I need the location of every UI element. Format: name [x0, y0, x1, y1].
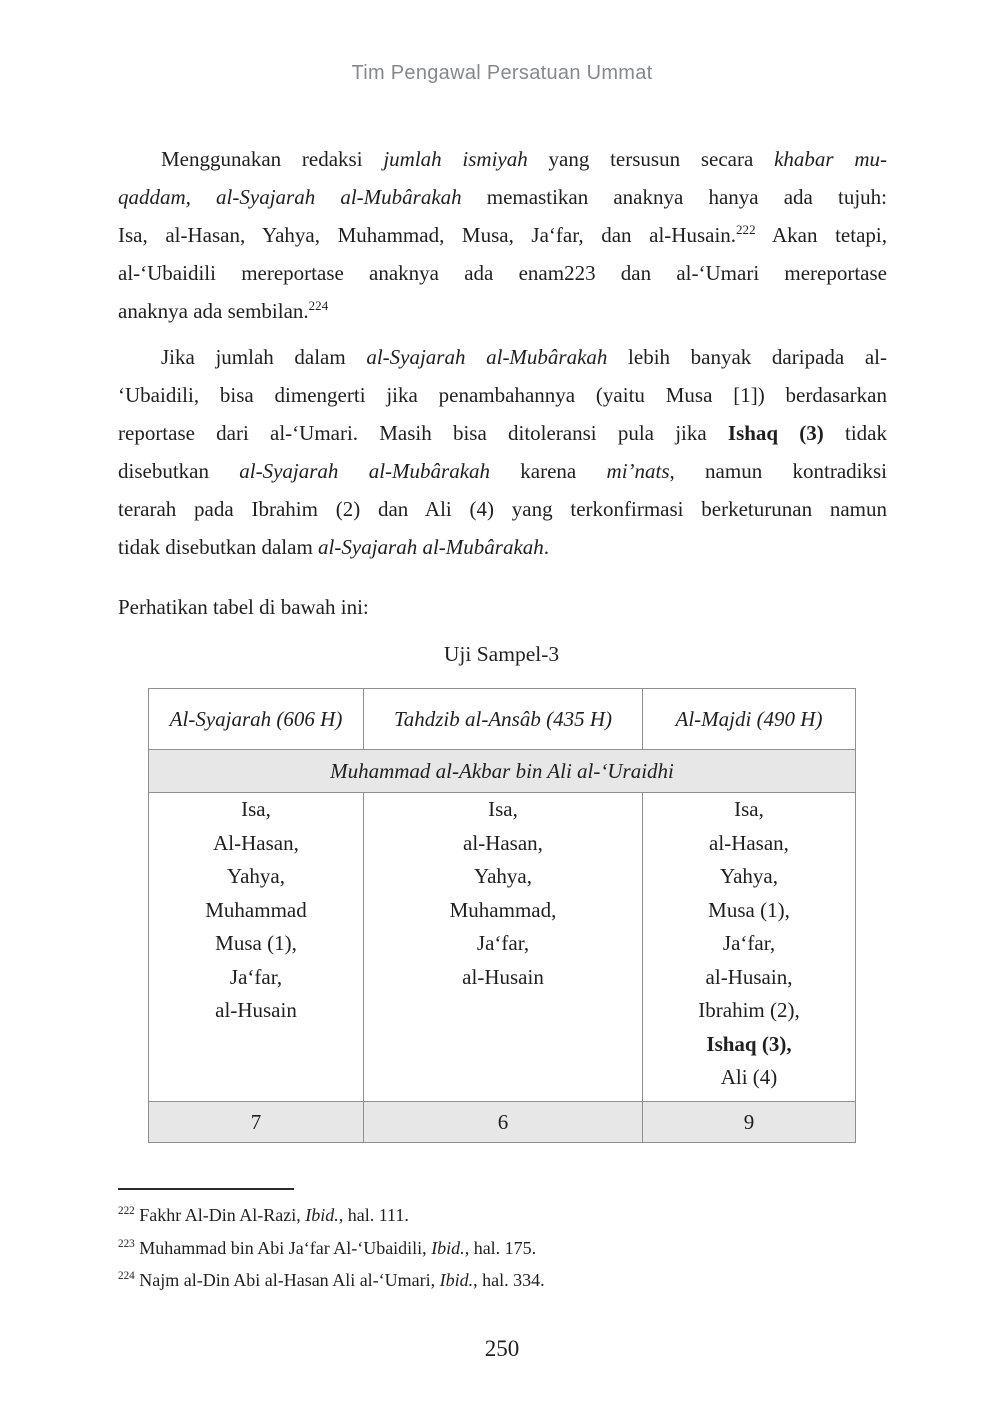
footnote-ref: 222 [118, 1205, 135, 1217]
text-line [118, 254, 887, 292]
text-line [118, 216, 887, 254]
footnote-ref: 223 [118, 1237, 135, 1250]
total-count-cell: 9 [643, 1102, 856, 1143]
footnote-ref: 224 [118, 1270, 135, 1282]
text-segment: al-Syajarah al-Mubârakah [239, 459, 491, 483]
text-segment: lebih banyak daripada al- [607, 345, 887, 369]
text-segment: Ibid. [305, 1205, 339, 1225]
text-segment: , hal. 111. [338, 1205, 409, 1225]
table-lead-in: Perhatikan tabel di bawah ini: [118, 595, 369, 619]
name-entry: Yahya, [720, 864, 778, 888]
text-segment: Menggunakan redaksi [161, 147, 384, 171]
name-entry: Ja‘far, [476, 931, 530, 955]
name-entry: Muhammad [205, 897, 307, 922]
text-segment: disebutkan [118, 459, 240, 483]
footnote-ref: 222 [736, 222, 756, 237]
text-segment: , hal. 334. [473, 1270, 545, 1290]
text-segment: anaknya ada sembilan. [118, 299, 309, 323]
text-line [118, 452, 887, 490]
text-line [118, 140, 887, 178]
text-segment: al-‘Ubaidili mereportase anaknya ada enam223 dan al-‘Umari mereportase [118, 261, 887, 285]
text-segment: ‘Ubaidili, bisa dimengerti jika penambahannya (yaitu Musa [1]) berdasarkan [118, 383, 887, 407]
text-segment: Akan tetapi, [755, 223, 887, 247]
text-segment: yang tersusun secara [527, 147, 775, 171]
text-segment: memastikan anaknya hanya ada tujuh: [461, 185, 887, 209]
text-line [118, 490, 887, 528]
text-segment: qaddam, al-Syajarah al-Mubârakah [118, 185, 462, 209]
name-entry: Ishaq (3), [706, 1031, 792, 1056]
paragraph [118, 140, 887, 330]
footnote [118, 1232, 887, 1265]
total-count-cell: 6 [364, 1102, 643, 1143]
footnote-separator [118, 1188, 294, 1190]
text-segment: al-Syajarah al-Mubârakah [366, 345, 608, 369]
text-line [118, 528, 887, 566]
table-subheader-cell: Muhammad al-Akbar bin Ali al-‘Uraidhi [149, 750, 856, 793]
text-segment: Isa, al-Hasan, Yahya, Muhammad, Musa, Ja‘far, dan al-Husain. [118, 223, 737, 247]
name-entry: Yahya, [474, 864, 532, 888]
text-segment: khabar mu- [774, 147, 887, 171]
table-names-cell [364, 793, 643, 1102]
text-segment: Jika jumlah dalam [161, 345, 367, 369]
total-count-cell: 7 [149, 1102, 364, 1143]
page-number: 250 [484, 1336, 520, 1361]
body-paragraphs [118, 140, 887, 566]
text-segment: Fakhr Al-Din Al-Razi, [134, 1205, 306, 1225]
name-entry: Isa, [241, 797, 271, 821]
name-entry: Isa, [488, 797, 518, 821]
text-segment: , namun kontradiksi [669, 459, 887, 483]
text-segment: karena [490, 459, 607, 483]
running-head: Tim Pengawal Persatuan Ummat [351, 62, 653, 84]
text-line [118, 178, 887, 216]
text-line [118, 338, 887, 376]
table-column-header: Tahdzib al-Ansâb (435 H) [364, 689, 643, 750]
text-segment: Ibid. [439, 1270, 474, 1290]
table-column-header: Al-Majdi (490 H) [643, 689, 856, 750]
table-header-row [149, 689, 856, 750]
footnote-list [118, 1199, 887, 1297]
text-line [118, 292, 887, 330]
name-entry: Ja‘far, [229, 964, 283, 989]
text-segment: Muhammad bin Abi Ja‘far Al-‘Ubaidili, [134, 1237, 432, 1258]
name-entry: al-Husain [462, 964, 544, 989]
text-line [118, 376, 887, 414]
name-entry: Yahya, [227, 864, 285, 888]
text-line [118, 414, 887, 452]
text-segment: Najm al-Din Abi al-Hasan Ali al-‘Umari, [134, 1270, 440, 1290]
text-segment: mi’nats [606, 459, 670, 483]
text-segment: Ibid. [431, 1237, 465, 1258]
text-segment: jumlah ismiyah [383, 147, 528, 171]
name-entry: Ibrahim (2), [698, 998, 800, 1022]
sample-table [148, 688, 856, 1143]
name-entry: al-Hasan, [709, 830, 789, 855]
page-content [118, 140, 887, 1143]
text-segment: tidak disebutkan dalam [118, 535, 319, 559]
text-segment: , hal. 175. [464, 1237, 537, 1258]
table-names-cell [149, 793, 364, 1102]
name-entry: Musa (1), [215, 931, 297, 955]
name-entry: Ali (4) [720, 1065, 778, 1089]
text-segment: . [543, 535, 550, 559]
name-entry: Al-Hasan, [213, 830, 299, 855]
footnote [118, 1199, 887, 1232]
text-segment: reportase dari al-‘Umari. Masih bisa ditoleransi pula jika [118, 421, 728, 445]
text-segment: tidak [823, 421, 887, 445]
text-segment: terarah pada Ibrahim (2) dan Ali (4) yang terkonfirmasi berketurunan namun [118, 497, 887, 521]
name-entry: Isa, [734, 797, 764, 821]
footnote-ref: 224 [308, 298, 329, 313]
table-totals-row [149, 1102, 856, 1143]
name-entry: Muhammad, [449, 897, 557, 922]
paragraph [118, 338, 887, 566]
name-entry: Ja‘far, [722, 931, 776, 955]
footnotes-section [118, 1188, 887, 1297]
table-title: Uji Sampel-3 [443, 642, 560, 666]
table-names-cell [643, 793, 856, 1102]
footnote [118, 1264, 887, 1297]
name-entry: Musa (1), [708, 897, 790, 922]
text-segment: al-Syajarah al-Mubârakah [318, 535, 544, 559]
text-segment: Ishaq (3) [727, 421, 824, 445]
name-entry: al-Husain, [705, 964, 793, 989]
table-body-row [149, 793, 856, 1102]
table-subheader-row [149, 750, 856, 793]
name-entry: al-Husain [215, 998, 297, 1022]
name-entry: al-Hasan, [463, 830, 543, 855]
table-column-header: Al-Syajarah (606 H) [149, 689, 364, 750]
